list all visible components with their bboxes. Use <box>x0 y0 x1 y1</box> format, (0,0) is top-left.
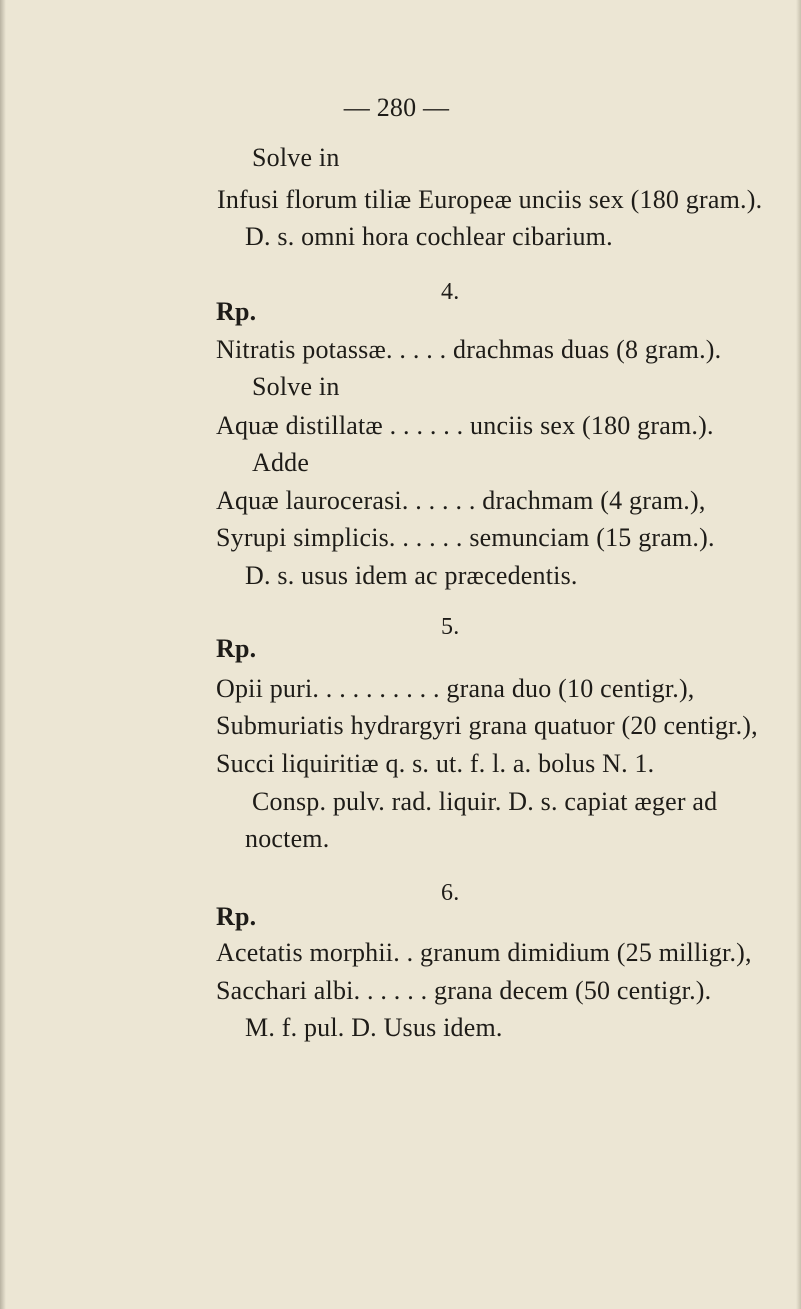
page-edge-left <box>0 0 6 1309</box>
text-line: D. s. omni hora cochlear cibarium. <box>245 222 613 251</box>
text-line: Opii puri. . . . . . . . . . grana duo (10 centigr.), <box>216 674 695 703</box>
text-line: Aquæ laurocerasi. . . . . . drachmam (4 gram.), <box>216 486 706 515</box>
text-line: Succi liquiritiæ q. s. ut. f. l. a. bolus N. 1. <box>216 749 655 778</box>
text-line: noctem. <box>245 824 330 853</box>
text-line: Nitratis potassæ. . . . . drachmas duas (8 gram.). <box>216 335 722 364</box>
page-edge-right <box>796 0 801 1309</box>
text-line: Sacchari albi. . . . . . grana decem (50 centigr.). <box>216 976 712 1005</box>
text-line: Solve in <box>252 372 340 401</box>
text-line: Solve in <box>252 143 340 172</box>
text-line: M. f. pul. D. Usus idem. <box>245 1013 503 1042</box>
text-line: Acetatis morphii. . granum dimidium (25 milligr.), <box>216 938 752 967</box>
recipe-heading: Rp. <box>216 297 257 326</box>
text-line: Aquæ distillatæ . . . . . . unciis sex (180 gram.). <box>216 411 714 440</box>
section-number: 6. <box>441 880 460 906</box>
recipe-heading: Rp. <box>216 902 257 931</box>
recipe-heading: Rp. <box>216 634 257 663</box>
page-number: — 280 — <box>343 93 450 122</box>
text-line: Submuriatis hydrargyri grana quatuor (20 centigr.), <box>216 711 758 740</box>
text-line: Infusi florum tiliæ Europeæ unciis sex (180 gram.). <box>217 185 763 214</box>
text-line: Adde <box>252 448 310 477</box>
section-number: 4. <box>441 279 460 305</box>
text-line: Syrupi simplicis. . . . . . semunciam (15 gram.). <box>216 523 715 552</box>
text-line: D. s. usus idem ac præcedentis. <box>245 561 578 590</box>
text-line: Consp. pulv. rad. liquir. D. s. capiat æger ad <box>252 787 718 816</box>
section-number: 5. <box>441 614 460 640</box>
